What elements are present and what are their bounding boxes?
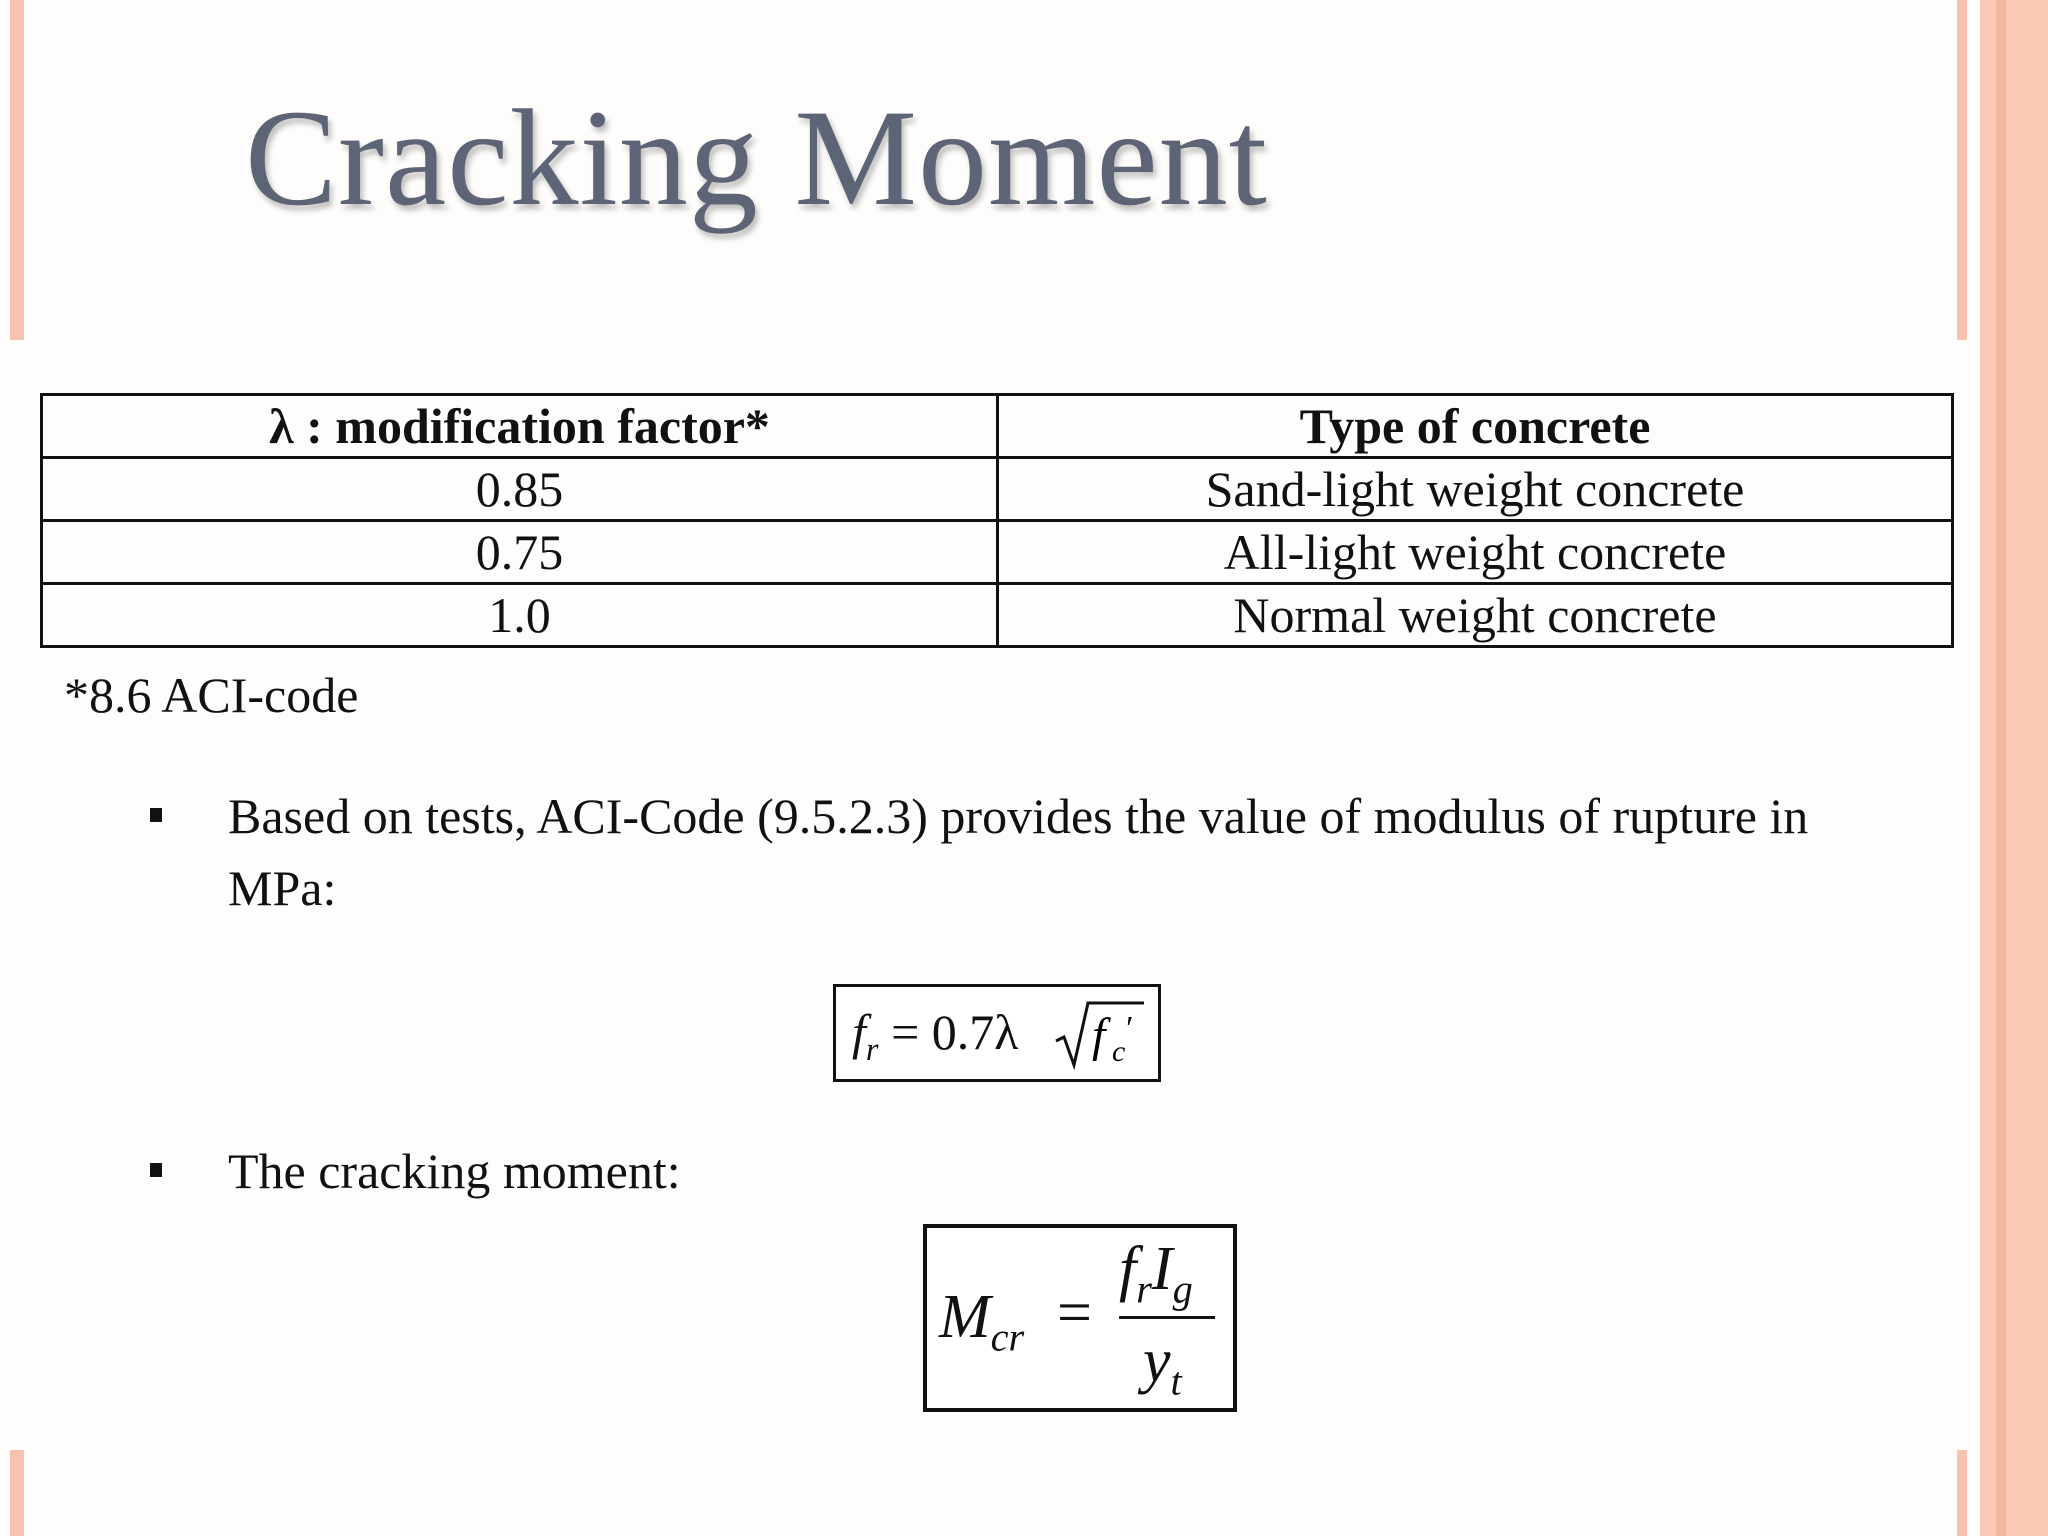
table-cell: Normal weight concrete <box>998 584 1953 647</box>
table-row <box>42 521 1953 584</box>
radicand-subscript: c <box>1112 1035 1126 1068</box>
bullet-text: The cracking moment: <box>228 1143 681 1199</box>
table-header-cell: λ : modification factor* <box>42 395 998 458</box>
table-cell: 1.0 <box>42 584 998 647</box>
bullet-marker <box>150 808 162 822</box>
modulus-of-rupture-formula <box>833 984 1161 1082</box>
table-cell: Sand-light weight concrete <box>998 458 1953 521</box>
bullet-text: Based on tests, ACI-Code (9.5.2.3) provides the value of modulus of rupture in MPa: <box>228 788 1809 916</box>
formula-subscript: cr <box>990 1314 1025 1360</box>
radicand-prime: ′ <box>1124 1010 1132 1047</box>
formula-numerator <box>1119 1234 1193 1312</box>
table-row <box>42 584 1953 647</box>
formula-denominator <box>1143 1326 1182 1404</box>
formula-coefficient: 0.7λ <box>931 1004 1019 1060</box>
left-border-strip <box>10 0 24 340</box>
right-border-band <box>1980 0 2048 1536</box>
table-header-row <box>42 395 1953 458</box>
right-border-band-inner <box>1996 0 2006 1536</box>
formula-symbol: f <box>852 1004 866 1060</box>
square-root-icon <box>1054 999 1146 1071</box>
formula-expression <box>852 1003 1019 1069</box>
table-cell: 0.85 <box>42 458 998 521</box>
formula-symbol: I <box>1151 1235 1173 1303</box>
formula-symbol: y <box>1143 1327 1171 1395</box>
slide-title: Cracking Moment <box>245 81 1268 234</box>
left-border-strip <box>10 1450 24 1536</box>
cracking-moment-formula <box>923 1224 1237 1412</box>
formula-symbol: M <box>939 1283 991 1351</box>
table-footnote: *8.6 ACI-code <box>64 667 359 723</box>
bullet-marker <box>150 1163 162 1177</box>
table-cell: 0.75 <box>42 521 998 584</box>
formula-subscript: g <box>1172 1266 1193 1312</box>
formula-equals: = <box>891 1004 920 1060</box>
formula-equals: = <box>1057 1279 1092 1347</box>
formula-symbol: f <box>1119 1235 1137 1303</box>
right-border-line <box>1957 0 1967 340</box>
table-row <box>42 458 1953 521</box>
formula-subscript: r <box>865 1032 879 1068</box>
table-cell: All-light weight concrete <box>998 521 1953 584</box>
formula-lhs <box>939 1282 1024 1360</box>
formula-subscript: r <box>1136 1266 1152 1312</box>
formula-subscript: t <box>1170 1358 1182 1404</box>
radicand-symbol: f <box>1092 1009 1106 1062</box>
modification-factor-table <box>40 393 1954 648</box>
right-border-line <box>1957 1450 1967 1536</box>
fraction-bar <box>1119 1316 1215 1319</box>
table-header-cell: Type of concrete <box>998 395 1953 458</box>
